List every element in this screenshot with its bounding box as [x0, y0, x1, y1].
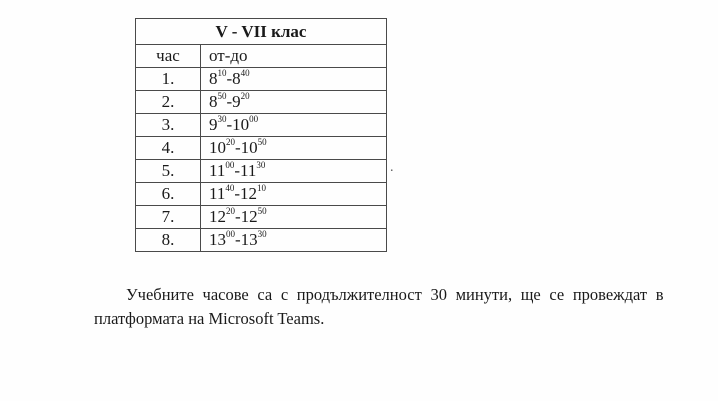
time-range — [201, 206, 387, 229]
end-hour: 11 — [240, 161, 257, 180]
hour-number: 6. — [136, 183, 201, 206]
start-minute: 00 — [226, 229, 235, 240]
table-title: V - VII клас — [136, 19, 387, 45]
end-minute: 30 — [257, 229, 267, 240]
table-title-row — [136, 19, 387, 45]
table-row — [136, 68, 387, 91]
paragraph-line-1: Учебните часове са с продължителност 30 минути, ще се провеждат в — [126, 285, 664, 304]
schedule-table — [135, 18, 387, 252]
start-hour: 12 — [209, 207, 226, 226]
table-row — [136, 183, 387, 206]
time-range — [201, 91, 387, 114]
range-separator: - — [226, 92, 233, 111]
range-separator: - — [226, 115, 233, 134]
start-hour: 13 — [209, 230, 226, 249]
hour-number: 7. — [136, 206, 201, 229]
time-range — [201, 114, 387, 137]
time-range — [201, 137, 387, 160]
range-separator: - — [235, 230, 241, 249]
end-hour: 9 — [232, 92, 241, 111]
table-row — [136, 91, 387, 114]
range-separator: - — [226, 69, 233, 88]
start-minute: 10 — [217, 68, 227, 79]
time-range — [201, 68, 387, 91]
table-row — [136, 114, 387, 137]
table-row — [136, 137, 387, 160]
hour-number: 5. — [136, 160, 201, 183]
start-hour: 9 — [209, 115, 218, 134]
end-minute: 00 — [249, 114, 259, 125]
paragraph-line-2: платформата на Microsoft Teams. — [94, 309, 325, 328]
start-minute: 30 — [217, 114, 227, 125]
table-row — [136, 206, 387, 229]
range-separator: - — [234, 161, 241, 180]
range-separator: - — [235, 138, 241, 157]
start-minute: 00 — [225, 160, 235, 171]
time-range — [201, 160, 387, 183]
hour-number: 8. — [136, 229, 201, 252]
start-hour: 8 — [209, 92, 218, 111]
start-minute: 20 — [226, 137, 235, 148]
start-hour: 8 — [209, 69, 218, 88]
header-time: от-до — [201, 45, 387, 68]
end-hour: 8 — [232, 69, 241, 88]
end-minute: 50 — [257, 206, 267, 217]
end-minute: 40 — [240, 68, 250, 79]
range-separator: - — [234, 184, 241, 203]
end-hour: 12 — [240, 207, 258, 226]
start-minute: 20 — [226, 206, 235, 217]
start-minute: 40 — [225, 183, 235, 194]
start-hour: 11 — [209, 184, 226, 203]
start-minute: 50 — [217, 91, 227, 102]
info-paragraph — [94, 283, 710, 331]
end-minute: 50 — [257, 137, 267, 148]
end-minute: 30 — [256, 160, 266, 171]
hour-number: 4. — [136, 137, 201, 160]
end-hour: 12 — [240, 184, 258, 203]
end-minute: 20 — [240, 91, 250, 102]
hour-number: 3. — [136, 114, 201, 137]
time-range — [201, 229, 387, 252]
end-hour: 13 — [240, 230, 258, 249]
start-hour: 11 — [209, 161, 226, 180]
stray-mark: . — [390, 160, 394, 175]
time-range — [201, 183, 387, 206]
end-minute: 10 — [257, 183, 267, 194]
hour-number: 2. — [136, 91, 201, 114]
schedule-body — [136, 68, 387, 252]
table-header-row — [136, 45, 387, 68]
table-row — [136, 229, 387, 252]
table-row — [136, 160, 387, 183]
hour-number: 1. — [136, 68, 201, 91]
end-hour: 10 — [232, 115, 250, 134]
header-hour: час — [136, 45, 201, 68]
end-hour: 10 — [240, 138, 258, 157]
start-hour: 10 — [209, 138, 226, 157]
range-separator: - — [235, 207, 241, 226]
